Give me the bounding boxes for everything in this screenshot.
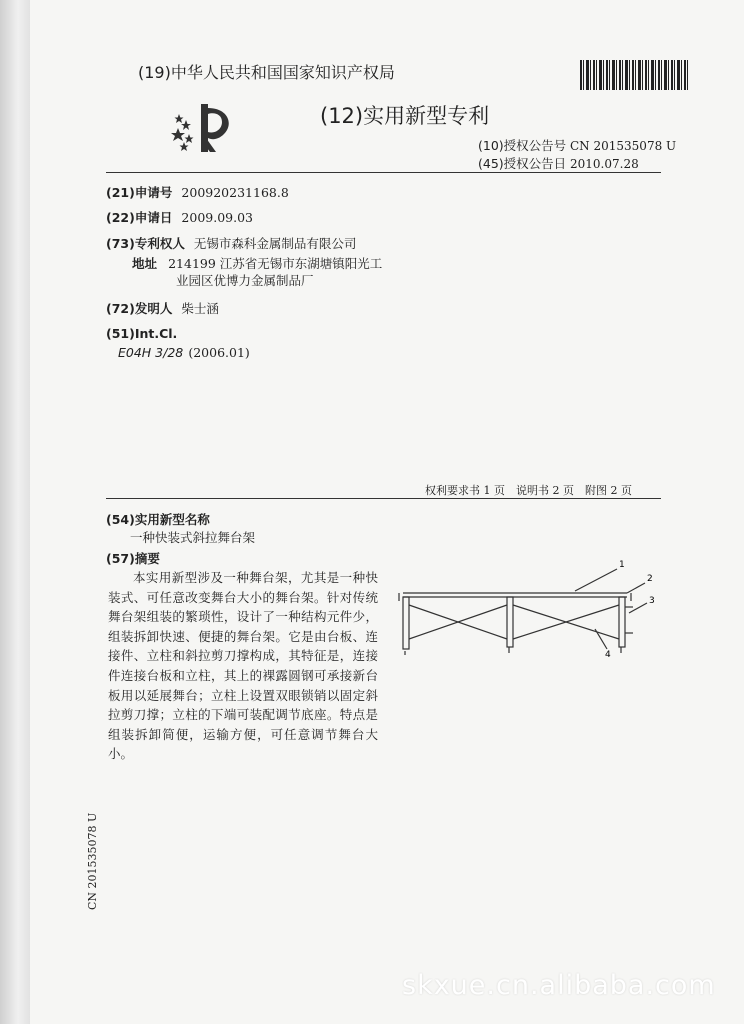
address-label: 地址 (132, 256, 158, 271)
inventor-label: (72)发明人 (106, 301, 173, 316)
patentee-label: (73)专利权人 (106, 236, 185, 251)
filing-date-row (106, 207, 253, 226)
utility-model-title: 一种快装式斜拉舞台架 (130, 530, 256, 545)
page-counts: 权利要求书 1 页 说明书 2 页 附图 2 页 (425, 484, 632, 497)
office-name: (19)中华人民共和国国家知识产权局 (138, 63, 395, 82)
header-rule (106, 172, 661, 173)
address-line-2: 业园区优博力金属制品厂 (176, 273, 314, 288)
abstract-label: (57)摘要 (106, 551, 160, 566)
patent-page (30, 0, 744, 1024)
section-rule (106, 498, 661, 499)
application-number-row (106, 182, 289, 201)
abstract-text: 本实用新型涉及一种舞台架，尤其是一种快装式、可任意改变舞台大小的舞台架。针对传统舞台架组装的繁琐性，设计了一种结构元件少，组装拆卸快速、便捷的舞台架。它是由台板、连接件、立柱和斜拉剪刀撑构成，其特征是，连接件连接台板和立柱，其上的裸露圆钢可承接新台板用以延展舞台；立柱上设置双眼锁销以固定斜拉剪刀撑；立柱的下端可装配调节底座。特点是组装拆卸简便，运输方便，可任意调节舞台大小。 (108, 570, 378, 762)
address-row (132, 253, 382, 272)
application-number-label: (21)申请号 (106, 185, 173, 200)
patentee: 无锡市森科金属制品有限公司 (193, 236, 357, 251)
watermark-text: skxue.cn.alibaba.com (402, 970, 716, 1001)
callout-1: 1 (619, 560, 625, 570)
pub-number-row (478, 136, 676, 154)
pub-date-row (478, 154, 639, 172)
stage-frame-drawing (395, 555, 665, 665)
sipo-logo-icon (168, 98, 238, 154)
callout-3: 3 (649, 596, 655, 606)
ipc-version: (2006.01) (188, 345, 250, 360)
pub-date-label: (45)授权公告日 (478, 156, 567, 171)
utility-model-name-label: (54)实用新型名称 (106, 512, 210, 527)
inventor-row (106, 298, 219, 317)
barcode-image (580, 60, 688, 90)
ipc-code-row (118, 342, 250, 361)
address-line-1: 214199 江苏省无锡市东湖塘镇阳光工 (168, 256, 383, 271)
callout-2: 2 (647, 574, 653, 584)
ipc-code: E04H 3/28 (118, 345, 184, 360)
callout-4: 4 (605, 650, 611, 660)
ipc-row (106, 323, 177, 342)
inventor: 柴士涵 (181, 301, 219, 316)
patentee-row (106, 233, 356, 252)
filing-date-label: (22)申请日 (106, 210, 173, 225)
pub-number: CN 201535078 U (570, 139, 677, 153)
application-number: 200920231168.8 (181, 185, 289, 200)
book-binding-shadow (0, 0, 30, 1024)
ipc-label: (51)Int.Cl. (106, 326, 178, 341)
filing-date: 2009.09.03 (181, 210, 253, 225)
pub-date: 2010.07.28 (570, 157, 639, 171)
document-type-title: (12)实用新型专利 (320, 104, 490, 128)
pub-number-label: (10)授权公告号 (478, 138, 567, 153)
side-pub-number: CN 201535078 U (86, 812, 99, 910)
